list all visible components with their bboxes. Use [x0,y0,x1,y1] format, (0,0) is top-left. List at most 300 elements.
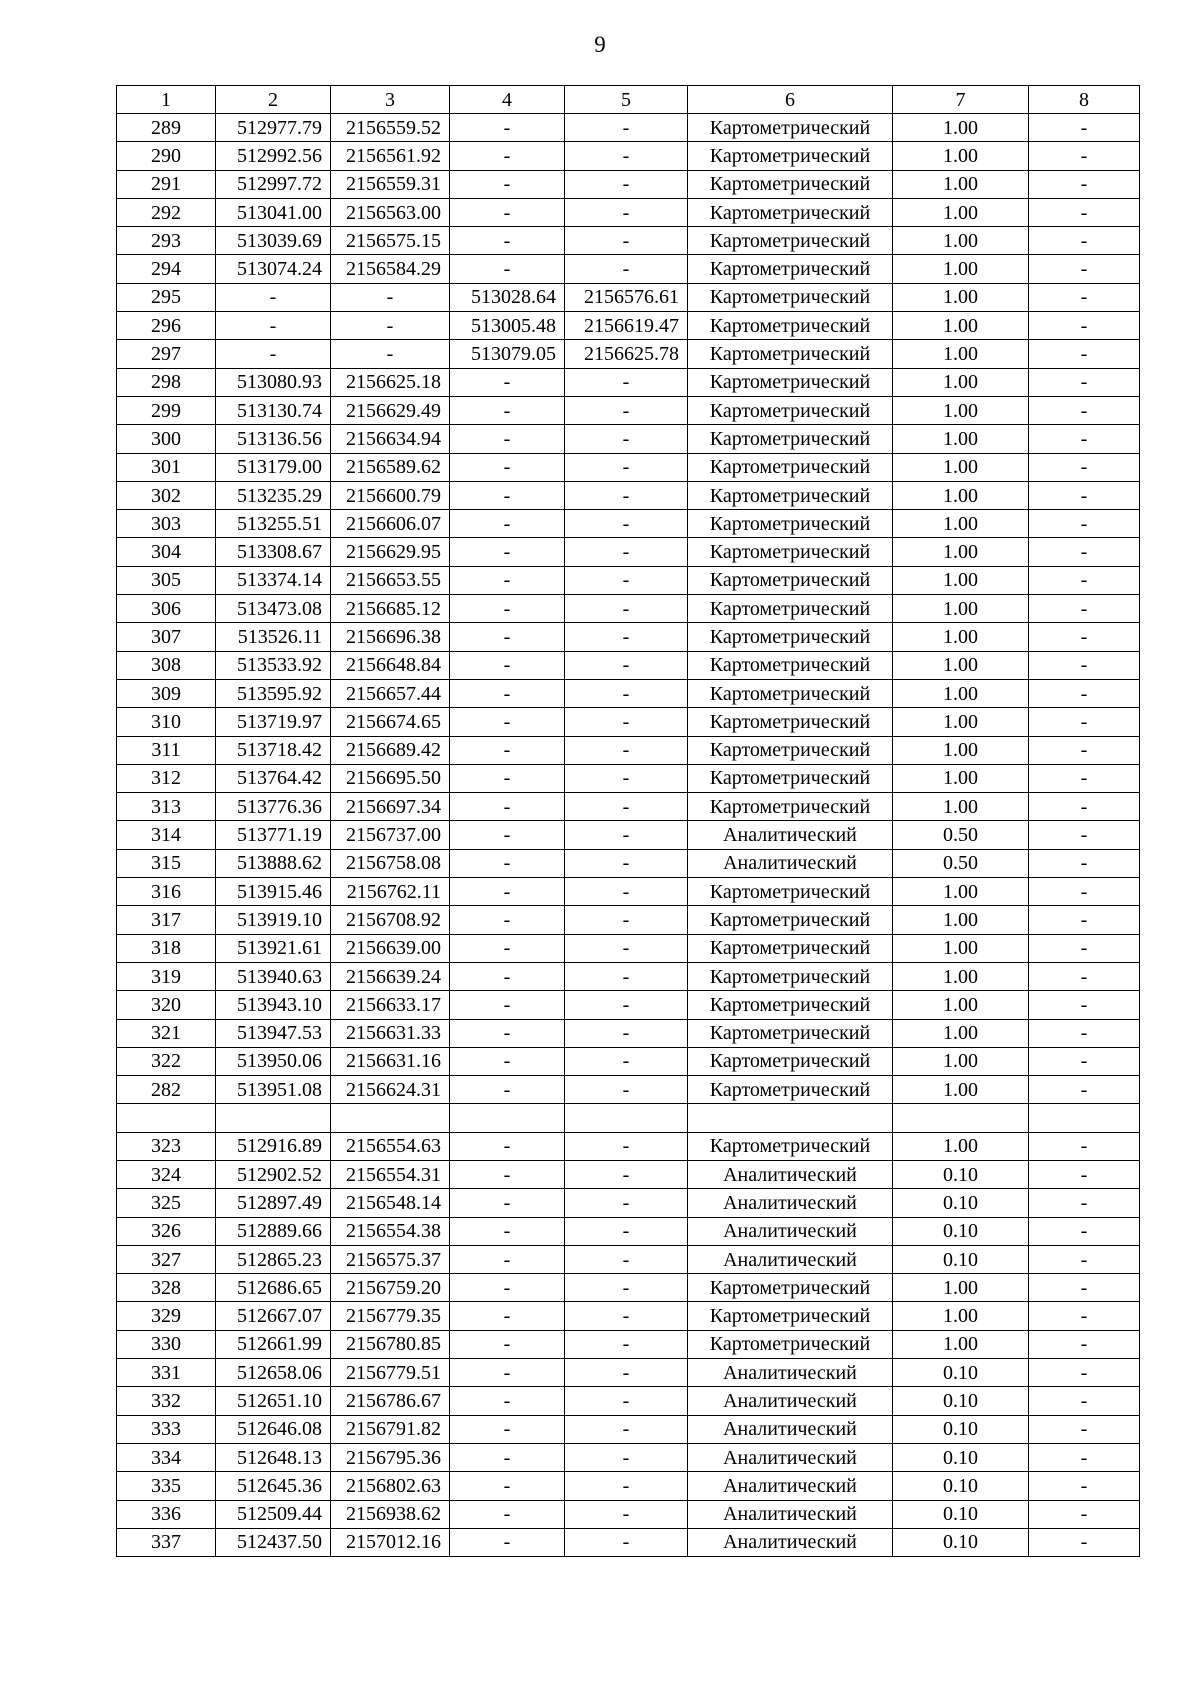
description-cell: - [1029,1160,1140,1188]
table-row [117,679,1140,707]
y-new-cell: - [565,764,688,792]
y-new-cell: - [565,708,688,736]
x-new-cell: - [450,142,565,170]
table-row [117,1302,1140,1330]
point-number-cell: 295 [117,283,216,311]
description-cell: - [1029,1443,1140,1471]
x-new-cell: - [450,1189,565,1217]
description-cell: - [1029,566,1140,594]
header-row [117,86,1140,114]
table-row [117,114,1140,142]
accuracy-cell: 0.10 [893,1472,1029,1500]
x-existing-cell: 513235.29 [216,481,331,509]
y-new-cell: - [565,821,688,849]
accuracy-cell: 1.00 [893,425,1029,453]
y-new-cell: - [565,906,688,934]
y-new-cell: - [565,1500,688,1528]
table-row [117,481,1140,509]
accuracy-cell: 1.00 [893,538,1029,566]
point-number-cell: 326 [117,1217,216,1245]
y-new-cell: - [565,142,688,170]
table-row [117,1132,1140,1160]
y-new-cell: - [565,651,688,679]
table-body [117,114,1140,1557]
description-cell: - [1029,425,1140,453]
y-existing-cell: 2156559.31 [331,170,450,198]
accuracy-cell: 1.00 [893,1274,1029,1302]
method-cell: Картометрический [688,1132,893,1160]
accuracy-cell: 0.10 [893,1415,1029,1443]
y-existing-cell: 2156629.49 [331,396,450,424]
y-new-cell: - [565,1302,688,1330]
y-existing-cell: 2156633.17 [331,991,450,1019]
point-number-cell: 325 [117,1189,216,1217]
y-new-cell: - [565,1528,688,1556]
description-cell: - [1029,821,1140,849]
x-new-cell: - [450,736,565,764]
method-cell: Аналитический [688,1443,893,1471]
y-new-cell: - [565,396,688,424]
point-number-cell: 292 [117,198,216,226]
x-existing-cell: 513041.00 [216,198,331,226]
table-row [117,764,1140,792]
y-existing-cell: 2156708.92 [331,906,450,934]
table-row [117,453,1140,481]
x-new-cell: - [450,1387,565,1415]
accuracy-cell: 1.00 [893,368,1029,396]
x-new-cell: - [450,1132,565,1160]
header-cell: 8 [1029,86,1140,114]
method-cell: Аналитический [688,849,893,877]
x-existing-cell: 512977.79 [216,114,331,142]
point-number-cell: 301 [117,453,216,481]
method-cell: Картометрический [688,623,893,651]
table-row [117,1217,1140,1245]
table-row [117,1330,1140,1358]
accuracy-cell [893,1104,1029,1132]
point-number-cell: 294 [117,255,216,283]
x-existing-cell: 512865.23 [216,1245,331,1273]
x-existing-cell: - [216,283,331,311]
x-new-cell: - [450,538,565,566]
y-existing-cell: 2156563.00 [331,198,450,226]
x-existing-cell: 512667.07 [216,1302,331,1330]
point-number-cell: 290 [117,142,216,170]
accuracy-cell: 1.00 [893,198,1029,226]
description-cell: - [1029,962,1140,990]
x-existing-cell: 512651.10 [216,1387,331,1415]
point-number-cell: 319 [117,962,216,990]
method-cell: Картометрический [688,340,893,368]
y-existing-cell: 2156639.24 [331,962,450,990]
y-new-cell: - [565,1330,688,1358]
y-new-cell: - [565,1189,688,1217]
x-existing-cell: 513919.10 [216,906,331,934]
table-row [117,1528,1140,1556]
point-number-cell: 282 [117,1076,216,1104]
description-cell: - [1029,510,1140,538]
point-number-cell: 335 [117,1472,216,1500]
method-cell: Картометрический [688,170,893,198]
x-existing-cell: 513473.08 [216,595,331,623]
y-existing-cell: 2156629.95 [331,538,450,566]
description-cell: - [1029,368,1140,396]
x-new-cell: - [450,1076,565,1104]
description-cell: - [1029,1528,1140,1556]
header-cell: 6 [688,86,893,114]
accuracy-cell: 0.10 [893,1245,1029,1273]
y-new-cell: - [565,453,688,481]
y-existing-cell: 2156759.20 [331,1274,450,1302]
y-new-cell: - [565,878,688,906]
method-cell: Картометрический [688,255,893,283]
y-existing-cell: 2156634.94 [331,425,450,453]
table-row [117,340,1140,368]
description-cell: - [1029,651,1140,679]
method-cell: Картометрический [688,1330,893,1358]
description-cell: - [1029,1189,1140,1217]
y-new-cell: 2156619.47 [565,312,688,340]
description-cell: - [1029,708,1140,736]
y-new-cell: 2156625.78 [565,340,688,368]
y-existing-cell: 2156786.67 [331,1387,450,1415]
accuracy-cell: 1.00 [893,595,1029,623]
point-number-cell: 332 [117,1387,216,1415]
x-existing-cell: 513951.08 [216,1076,331,1104]
header-cell: 7 [893,86,1029,114]
accuracy-cell: 1.00 [893,566,1029,594]
y-new-cell: - [565,1245,688,1273]
x-existing-cell: 513374.14 [216,566,331,594]
method-cell: Картометрический [688,595,893,623]
x-existing-cell: 512916.89 [216,1132,331,1160]
method-cell: Картометрический [688,312,893,340]
x-new-cell: - [450,821,565,849]
table-row [117,708,1140,736]
y-existing-cell: 2156696.38 [331,623,450,651]
x-new-cell: - [450,481,565,509]
x-new-cell: - [450,396,565,424]
table-header [117,86,1140,114]
point-number-cell: 299 [117,396,216,424]
method-cell: Картометрический [688,396,893,424]
method-cell: Картометрический [688,962,893,990]
y-existing-cell: 2156657.44 [331,679,450,707]
description-cell: - [1029,227,1140,255]
accuracy-cell: 1.00 [893,1330,1029,1358]
accuracy-cell: 1.00 [893,991,1029,1019]
y-existing-cell: 2156791.82 [331,1415,450,1443]
y-existing-cell: 2156624.31 [331,1076,450,1104]
x-new-cell: - [450,849,565,877]
description-cell: - [1029,934,1140,962]
point-number-cell: 322 [117,1047,216,1075]
x-existing-cell: 513080.93 [216,368,331,396]
method-cell: Аналитический [688,1472,893,1500]
y-existing-cell: 2156695.50 [331,764,450,792]
method-cell: Картометрический [688,1302,893,1330]
description-cell: - [1029,538,1140,566]
method-cell: Аналитический [688,1528,893,1556]
table-row [117,1189,1140,1217]
x-existing-cell: 513915.46 [216,878,331,906]
method-cell: Картометрический [688,538,893,566]
accuracy-cell: 1.00 [893,623,1029,651]
point-number-cell: 313 [117,793,216,821]
x-new-cell: - [450,595,565,623]
x-existing-cell: 513533.92 [216,651,331,679]
y-new-cell: 2156576.61 [565,283,688,311]
table-row [117,1076,1140,1104]
table-row [117,934,1140,962]
description-cell: - [1029,1302,1140,1330]
description-cell: - [1029,396,1140,424]
x-existing-cell: 512902.52 [216,1160,331,1188]
point-number-cell: 320 [117,991,216,1019]
table-row [117,821,1140,849]
description-cell: - [1029,1047,1140,1075]
method-cell: Картометрический [688,227,893,255]
x-existing-cell: 513776.36 [216,793,331,821]
table-row [117,1274,1140,1302]
y-existing-cell: 2156554.31 [331,1160,450,1188]
description-cell: - [1029,991,1140,1019]
method-cell: Картометрический [688,991,893,1019]
y-existing-cell: 2156554.63 [331,1132,450,1160]
accuracy-cell: 1.00 [893,340,1029,368]
y-existing-cell: 2156795.36 [331,1443,450,1471]
point-number-cell: 314 [117,821,216,849]
y-existing-cell: 2157012.16 [331,1528,450,1556]
x-existing-cell: - [216,340,331,368]
accuracy-cell: 0.10 [893,1443,1029,1471]
point-number-cell: 308 [117,651,216,679]
point-number-cell: 293 [117,227,216,255]
point-number-cell: 315 [117,849,216,877]
description-cell: - [1029,679,1140,707]
point-number-cell: 327 [117,1245,216,1273]
table-row [117,283,1140,311]
table-row [117,793,1140,821]
x-existing-cell: 512997.72 [216,170,331,198]
y-new-cell: - [565,1359,688,1387]
y-new-cell: - [565,1160,688,1188]
table-row [117,1472,1140,1500]
x-new-cell: - [450,1330,565,1358]
x-new-cell: - [450,1274,565,1302]
x-new-cell: 513079.05 [450,340,565,368]
y-new-cell: - [565,1217,688,1245]
x-new-cell: - [450,793,565,821]
table-row [117,878,1140,906]
x-existing-cell: 513130.74 [216,396,331,424]
y-new-cell: - [565,991,688,1019]
point-number-cell: 317 [117,906,216,934]
table-row [117,312,1140,340]
x-new-cell: - [450,1302,565,1330]
x-existing-cell: 513947.53 [216,1019,331,1047]
y-existing-cell: 2156631.16 [331,1047,450,1075]
x-existing-cell [216,1104,331,1132]
description-cell: - [1029,849,1140,877]
accuracy-cell: 0.10 [893,1160,1029,1188]
point-number-cell: 328 [117,1274,216,1302]
point-number-cell: 302 [117,481,216,509]
x-new-cell: - [450,1359,565,1387]
table-row [117,1415,1140,1443]
table-row [117,142,1140,170]
accuracy-cell: 0.10 [893,1500,1029,1528]
method-cell: Картометрический [688,679,893,707]
y-new-cell: - [565,1132,688,1160]
x-new-cell: - [450,566,565,594]
x-new-cell: - [450,991,565,1019]
y-new-cell: - [565,1387,688,1415]
method-cell: Картометрический [688,708,893,736]
description-cell: - [1029,595,1140,623]
accuracy-cell: 1.00 [893,227,1029,255]
y-new-cell: - [565,566,688,594]
description-cell: - [1029,793,1140,821]
y-new-cell: - [565,368,688,396]
x-new-cell: - [450,227,565,255]
point-number-cell: 337 [117,1528,216,1556]
table-row [117,1245,1140,1273]
header-cell: 4 [450,86,565,114]
table-row [117,198,1140,226]
description-cell: - [1029,1274,1140,1302]
description-cell: - [1029,170,1140,198]
accuracy-cell: 0.50 [893,821,1029,849]
x-new-cell: - [450,425,565,453]
description-cell: - [1029,142,1140,170]
description-cell: - [1029,1387,1140,1415]
x-existing-cell: 513771.19 [216,821,331,849]
x-existing-cell: 513039.69 [216,227,331,255]
y-existing-cell: 2156802.63 [331,1472,450,1500]
accuracy-cell: 1.00 [893,878,1029,906]
accuracy-cell: 0.10 [893,1387,1029,1415]
point-number-cell: 333 [117,1415,216,1443]
method-cell: Аналитический [688,1217,893,1245]
x-new-cell: - [450,679,565,707]
method-cell: Картометрический [688,764,893,792]
description-cell: - [1029,1500,1140,1528]
y-existing-cell: 2156685.12 [331,595,450,623]
method-cell: Аналитический [688,1387,893,1415]
y-existing-cell: 2156575.15 [331,227,450,255]
table-row [117,736,1140,764]
accuracy-cell: 1.00 [893,1132,1029,1160]
method-cell: Картометрический [688,453,893,481]
point-number-cell: 331 [117,1359,216,1387]
x-existing-cell: - [216,312,331,340]
y-existing-cell: 2156689.42 [331,736,450,764]
method-cell: Картометрический [688,736,893,764]
method-cell [688,1104,893,1132]
point-number-cell: 300 [117,425,216,453]
table-row [117,255,1140,283]
table-row [117,991,1140,1019]
table-row [117,1359,1140,1387]
point-number-cell: 303 [117,510,216,538]
table-row [117,651,1140,679]
x-new-cell: - [450,906,565,934]
table-row [117,962,1140,990]
y-existing-cell: 2156589.62 [331,453,450,481]
y-new-cell: - [565,1472,688,1500]
x-existing-cell: 512437.50 [216,1528,331,1556]
accuracy-cell: 1.00 [893,453,1029,481]
coordinates-table [116,85,1140,1557]
point-number-cell: 296 [117,312,216,340]
x-existing-cell: 513179.00 [216,453,331,481]
y-existing-cell: - [331,340,450,368]
y-existing-cell: 2156554.38 [331,1217,450,1245]
accuracy-cell: 1.00 [893,679,1029,707]
y-new-cell: - [565,1274,688,1302]
point-number-cell: 330 [117,1330,216,1358]
y-new-cell: - [565,1443,688,1471]
x-new-cell [450,1104,565,1132]
x-new-cell: - [450,1528,565,1556]
x-new-cell: - [450,255,565,283]
description-cell: - [1029,1415,1140,1443]
description-cell: - [1029,764,1140,792]
accuracy-cell: 1.00 [893,708,1029,736]
description-cell: - [1029,481,1140,509]
x-new-cell: - [450,962,565,990]
x-existing-cell: 513719.97 [216,708,331,736]
table-row [117,1047,1140,1075]
accuracy-cell: 1.00 [893,934,1029,962]
accuracy-cell: 0.10 [893,1528,1029,1556]
y-new-cell: - [565,793,688,821]
point-number-cell: 291 [117,170,216,198]
x-existing-cell: 513595.92 [216,679,331,707]
point-number-cell: 318 [117,934,216,962]
x-existing-cell: 512658.06 [216,1359,331,1387]
x-existing-cell: 513255.51 [216,510,331,538]
x-new-cell: - [450,1500,565,1528]
point-number-cell: 334 [117,1443,216,1471]
y-new-cell: - [565,736,688,764]
table-row [117,623,1140,651]
accuracy-cell: 1.00 [893,283,1029,311]
y-new-cell: - [565,623,688,651]
point-number-cell [117,1104,216,1132]
method-cell: Картометрический [688,481,893,509]
x-new-cell: - [450,510,565,538]
y-new-cell: - [565,198,688,226]
y-new-cell: - [565,481,688,509]
description-cell [1029,1104,1140,1132]
y-existing-cell: 2156606.07 [331,510,450,538]
description-cell: - [1029,114,1140,142]
accuracy-cell: 0.10 [893,1189,1029,1217]
x-new-cell: 513005.48 [450,312,565,340]
method-cell: Картометрический [688,510,893,538]
point-number-cell: 289 [117,114,216,142]
accuracy-cell: 1.00 [893,481,1029,509]
point-number-cell: 312 [117,764,216,792]
accuracy-cell: 1.00 [893,312,1029,340]
y-new-cell: - [565,934,688,962]
x-new-cell: - [450,1047,565,1075]
header-cell: 1 [117,86,216,114]
description-cell: - [1029,312,1140,340]
point-number-cell: 336 [117,1500,216,1528]
